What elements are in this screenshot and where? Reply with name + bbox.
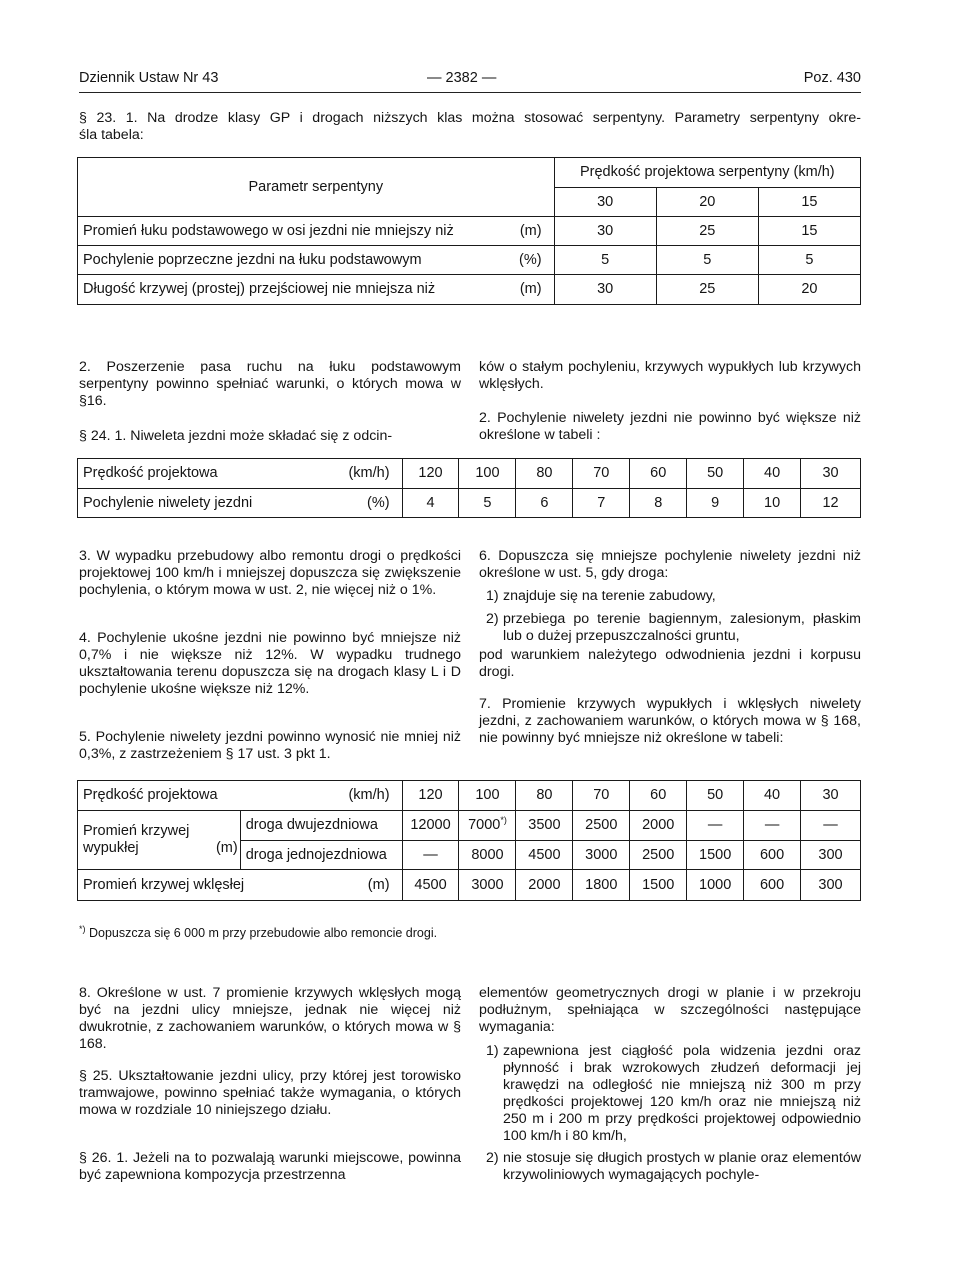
footnote-mark: *) — [79, 923, 86, 934]
paragraph-3: 3. W wypadku przebudowy albo remontu drogi o prędkości projektowej 100 km/h i mniejszej dopuszcza się zwiększenie pochylenia, o którym mowa w ust. 2, nie więcej niż o 1%. — [79, 548, 461, 598]
list-number: 1) — [486, 1043, 499, 1059]
journal-title: Dziennik Ustaw Nr 43 — [79, 70, 219, 86]
value-cell: 30 — [554, 217, 656, 246]
paragraph-6: 6. Dopuszcza się mniejsze pochylenie niwelety jezdni niż określone w ust. 5, gdy droga: — [479, 548, 861, 581]
serpentine-table — [77, 157, 861, 305]
speed-cell: 60 — [630, 781, 687, 811]
speed-cell: 120 — [402, 459, 459, 489]
list-item-content — [479, 1043, 861, 1145]
speed-cell: 30 — [554, 188, 656, 217]
speed-cell: 40 — [744, 459, 801, 489]
list-item — [479, 1150, 861, 1184]
value-cell: 5 — [758, 246, 860, 275]
row-label-cell — [78, 870, 403, 901]
header-rule — [79, 92, 861, 93]
row-label-cell — [78, 217, 555, 246]
section-23-text: § 23. 1. Na drodze klasy GP i drogach niższych klas można stosować serpentyny. Parametry serpentyny okre- — [79, 110, 861, 126]
paragraph-6-cont: pod warunkiem należytego odwodnienia jezdni i korpusu drogi. — [479, 647, 861, 680]
list-item — [479, 588, 861, 605]
speed-cell: 100 — [459, 781, 516, 811]
section-24-text: § 24. 1. Niweleta jezdni może składać się z odcin- — [79, 428, 393, 444]
list-item-content — [479, 611, 861, 645]
grade-cell: 8 — [630, 489, 687, 518]
grade-cell: 4 — [402, 489, 459, 518]
speed-cell: 50 — [687, 459, 744, 489]
table-row — [78, 781, 861, 811]
radius-cell: — — [744, 811, 801, 841]
speed-header: Prędkość projektowa serpentyny (km/h) — [554, 158, 860, 188]
page-number: — 2382 — — [427, 70, 497, 86]
speed-cell: 30 — [801, 781, 861, 811]
speed-cell: 50 — [687, 781, 744, 811]
speed-cell: 80 — [516, 781, 573, 811]
row-unit: (%) — [366, 494, 390, 511]
paragraph-8: 8. Określone w ust. 7 promienie krzywych wklęsłych mogą być na jezdni ulicy mniejsze, jednak nie więcej niż dwukrotnie, z zachowaniem warunków, o których mowa w § 168. — [79, 985, 461, 1052]
row-label-cell — [78, 489, 403, 518]
list-text: przebiega po terenie bagiennym, zalesionym, płaskim lub o dużej przepuszczalności gruntu, — [503, 611, 861, 644]
speed-cell: 20 — [656, 188, 758, 217]
row-label: Prędkość projektowa — [83, 787, 218, 803]
radius-cell: — — [801, 811, 861, 841]
row-label: Pochylenie niwelety jezdni — [83, 494, 253, 511]
paragraph-24-cont: ków o stałym pochyleniu, krzywych wypukłych lub krzywych wklęsłych. — [479, 359, 861, 392]
radius-cell: 3000 — [573, 841, 630, 870]
speed-cell: 70 — [573, 781, 630, 811]
grade-cell: 12 — [801, 489, 861, 518]
radius-cell: — — [402, 841, 459, 870]
row-unit: (m) — [367, 876, 390, 893]
row-label: Promień krzywej wklęsłej — [83, 876, 245, 893]
convex-label-cell — [78, 811, 241, 870]
value-cell: 25 — [656, 217, 758, 246]
row-label-cell — [78, 246, 555, 275]
radius-cell: 1500 — [687, 841, 744, 870]
radius-cell: 300 — [801, 841, 861, 870]
row-unit: (m) — [519, 222, 542, 239]
speed-cell: 60 — [630, 459, 687, 489]
row-unit: (%) — [519, 251, 542, 268]
radius-cell: 4500 — [402, 870, 459, 901]
grade-cell: 9 — [687, 489, 744, 518]
section-23-text-cont: śla tabela: — [79, 127, 144, 143]
single-road-label: droga jednojezdniowa — [240, 841, 402, 870]
table-row — [78, 459, 861, 489]
radius-cell: 2000 — [630, 811, 687, 841]
radius-cell: 2500 — [630, 841, 687, 870]
list-item — [479, 1043, 861, 1145]
convex-label-line-2 — [83, 840, 240, 857]
list-item — [479, 611, 861, 645]
footnote-text: Dopuszcza się 6 000 m przy przebudowie albo remoncie drogi. — [88, 926, 438, 940]
grade-cell: 7 — [573, 489, 630, 518]
row-label-cell — [78, 781, 403, 811]
section-25-text: § 25. Ukształtowanie jezdni ulicy, przy której jest torowisko tramwajowe, powinno spełniać także wymagania, o których mowa w rozdziale 10 niniejszego działu. — [79, 1068, 461, 1118]
grade-cell: 5 — [459, 489, 516, 518]
radius-cell: 3000 — [459, 870, 516, 901]
radius-value: 7000 — [468, 817, 501, 833]
radius-cell: 600 — [744, 870, 801, 901]
radius-cell — [459, 811, 516, 841]
radius-cell: — — [687, 811, 744, 841]
dual-road-label: droga dwujezdniowa — [240, 811, 402, 841]
value-cell: 30 — [554, 275, 656, 305]
radius-cell: 4500 — [516, 841, 573, 870]
list-number: 1) — [486, 588, 499, 604]
curve-radius-table — [77, 780, 861, 901]
speed-cell: 120 — [402, 781, 459, 811]
table-row — [78, 275, 861, 305]
footnote — [79, 925, 861, 942]
grade-cell: 10 — [744, 489, 801, 518]
radius-cell: 12000 — [402, 811, 459, 841]
paragraph-24-2: 2. Pochylenie niwelety jezdni nie powinno być większe niż określone w tabeli : — [479, 410, 861, 443]
row-label: Długość krzywej (prostej) przejściowej nie mniejsza niż — [83, 281, 436, 297]
table-row — [78, 246, 861, 275]
radius-cell: 1500 — [630, 870, 687, 901]
radius-cell: 300 — [801, 870, 861, 901]
convex-label-text: wypukłej — [83, 840, 139, 856]
speed-cell: 70 — [573, 459, 630, 489]
paragraph-2: 2. Poszerzenie pasa ruchu na łuku podstawowym serpentyny powinno spełniać warunki, o których mowa w §16. — [79, 359, 461, 409]
row-label: Prędkość projektowa — [83, 465, 218, 481]
radius-cell: 3500 — [516, 811, 573, 841]
row-unit: (km/h) — [348, 787, 390, 803]
table-row — [78, 870, 861, 901]
value-cell: 15 — [758, 217, 860, 246]
value-cell: 5 — [656, 246, 758, 275]
section-26-text: § 26. 1. Jeżeli na to pozwalają warunki miejscowe, powinna być zapewniona kompozycja przestrzenna — [79, 1150, 461, 1183]
list-item-content — [479, 1150, 861, 1184]
speed-cell: 80 — [516, 459, 573, 489]
row-label: Pochylenie poprzeczne jezdni na łuku podstawowym — [83, 251, 422, 268]
radius-cell: 2000 — [516, 870, 573, 901]
paragraph-4: 4. Pochylenie ukośne jezdni nie powinno być mniejsze niż 0,7% i nie większe niż 12%. W wypadku trudnego ukształtowania terenu dopuszcza się na drogach klasy L i D pochylenie ukośne większe niż 12%. — [79, 630, 461, 697]
table-row — [78, 489, 861, 518]
list-text: zapewniona jest ciągłość pola widzenia jezdni oraz płynność i brak wzrokowych złudzeń deformacji jej krawędzi na odległość nie mniejszą niż 300 m przy prędkości projektowej 120 km/h oraz nie mniejszą niż 250 m i 200 m przy prędkości projektowej odpowiednio 100 km/h i 80 km/h, — [503, 1043, 861, 1144]
table-row — [78, 217, 861, 246]
list-text: nie stosuje się długich prostych w planie oraz elementów krzywoliniowych wymagających pochyle- — [503, 1150, 861, 1183]
row-unit: (m) — [519, 281, 542, 297]
grade-cell: 6 — [516, 489, 573, 518]
radius-cell: 8000 — [459, 841, 516, 870]
convex-unit: (m) — [215, 840, 238, 856]
value-cell: 20 — [758, 275, 860, 305]
radius-cell: 1000 — [687, 870, 744, 901]
list-text: znajduje się na terenie zabudowy, — [503, 588, 716, 604]
list-item-content — [479, 588, 861, 605]
grade-table — [77, 458, 861, 518]
row-label-cell — [78, 459, 403, 489]
speed-cell: 15 — [758, 188, 860, 217]
position-number: Poz. 430 — [803, 70, 861, 86]
value-cell: 25 — [656, 275, 758, 305]
convex-label-line-1: Promień krzywej — [83, 823, 190, 839]
footnote-mark: *) — [500, 815, 507, 826]
paragraph-7: 7. Promienie krzywych wypukłych i wklęsłych niwelety jezdni, z zachowaniem warunków, o których mowa w § 168, nie powinny być mniejsze niż określone w tabeli: — [479, 696, 861, 746]
radius-cell: 2500 — [573, 811, 630, 841]
list-number: 2) — [486, 1150, 499, 1166]
row-label: Promień łuku podstawowego w osi jezdni nie mniejszy niż — [83, 222, 454, 239]
speed-cell: 30 — [801, 459, 861, 489]
radius-cell: 1800 — [573, 870, 630, 901]
speed-cell: 40 — [744, 781, 801, 811]
speed-cell: 100 — [459, 459, 516, 489]
row-label-cell — [78, 275, 555, 305]
row-unit: (km/h) — [348, 465, 390, 481]
paragraph-5: 5. Pochylenie niwelety jezdni powinno wynosić nie mniej niż 0,3%, z zastrzeżeniem § 17 ust. 3 pkt 1. — [79, 729, 461, 762]
paragraph-26-cont: elementów geometrycznych drogi w planie i w przekroju podłużnym, spełniająca w szczególności następujące wymagania: — [479, 985, 861, 1035]
value-cell: 5 — [554, 246, 656, 275]
table-row — [78, 811, 861, 841]
page-header — [79, 70, 861, 90]
param-header: Parametr serpentyny — [78, 158, 555, 217]
radius-cell: 600 — [744, 841, 801, 870]
list-number: 2) — [486, 611, 499, 627]
